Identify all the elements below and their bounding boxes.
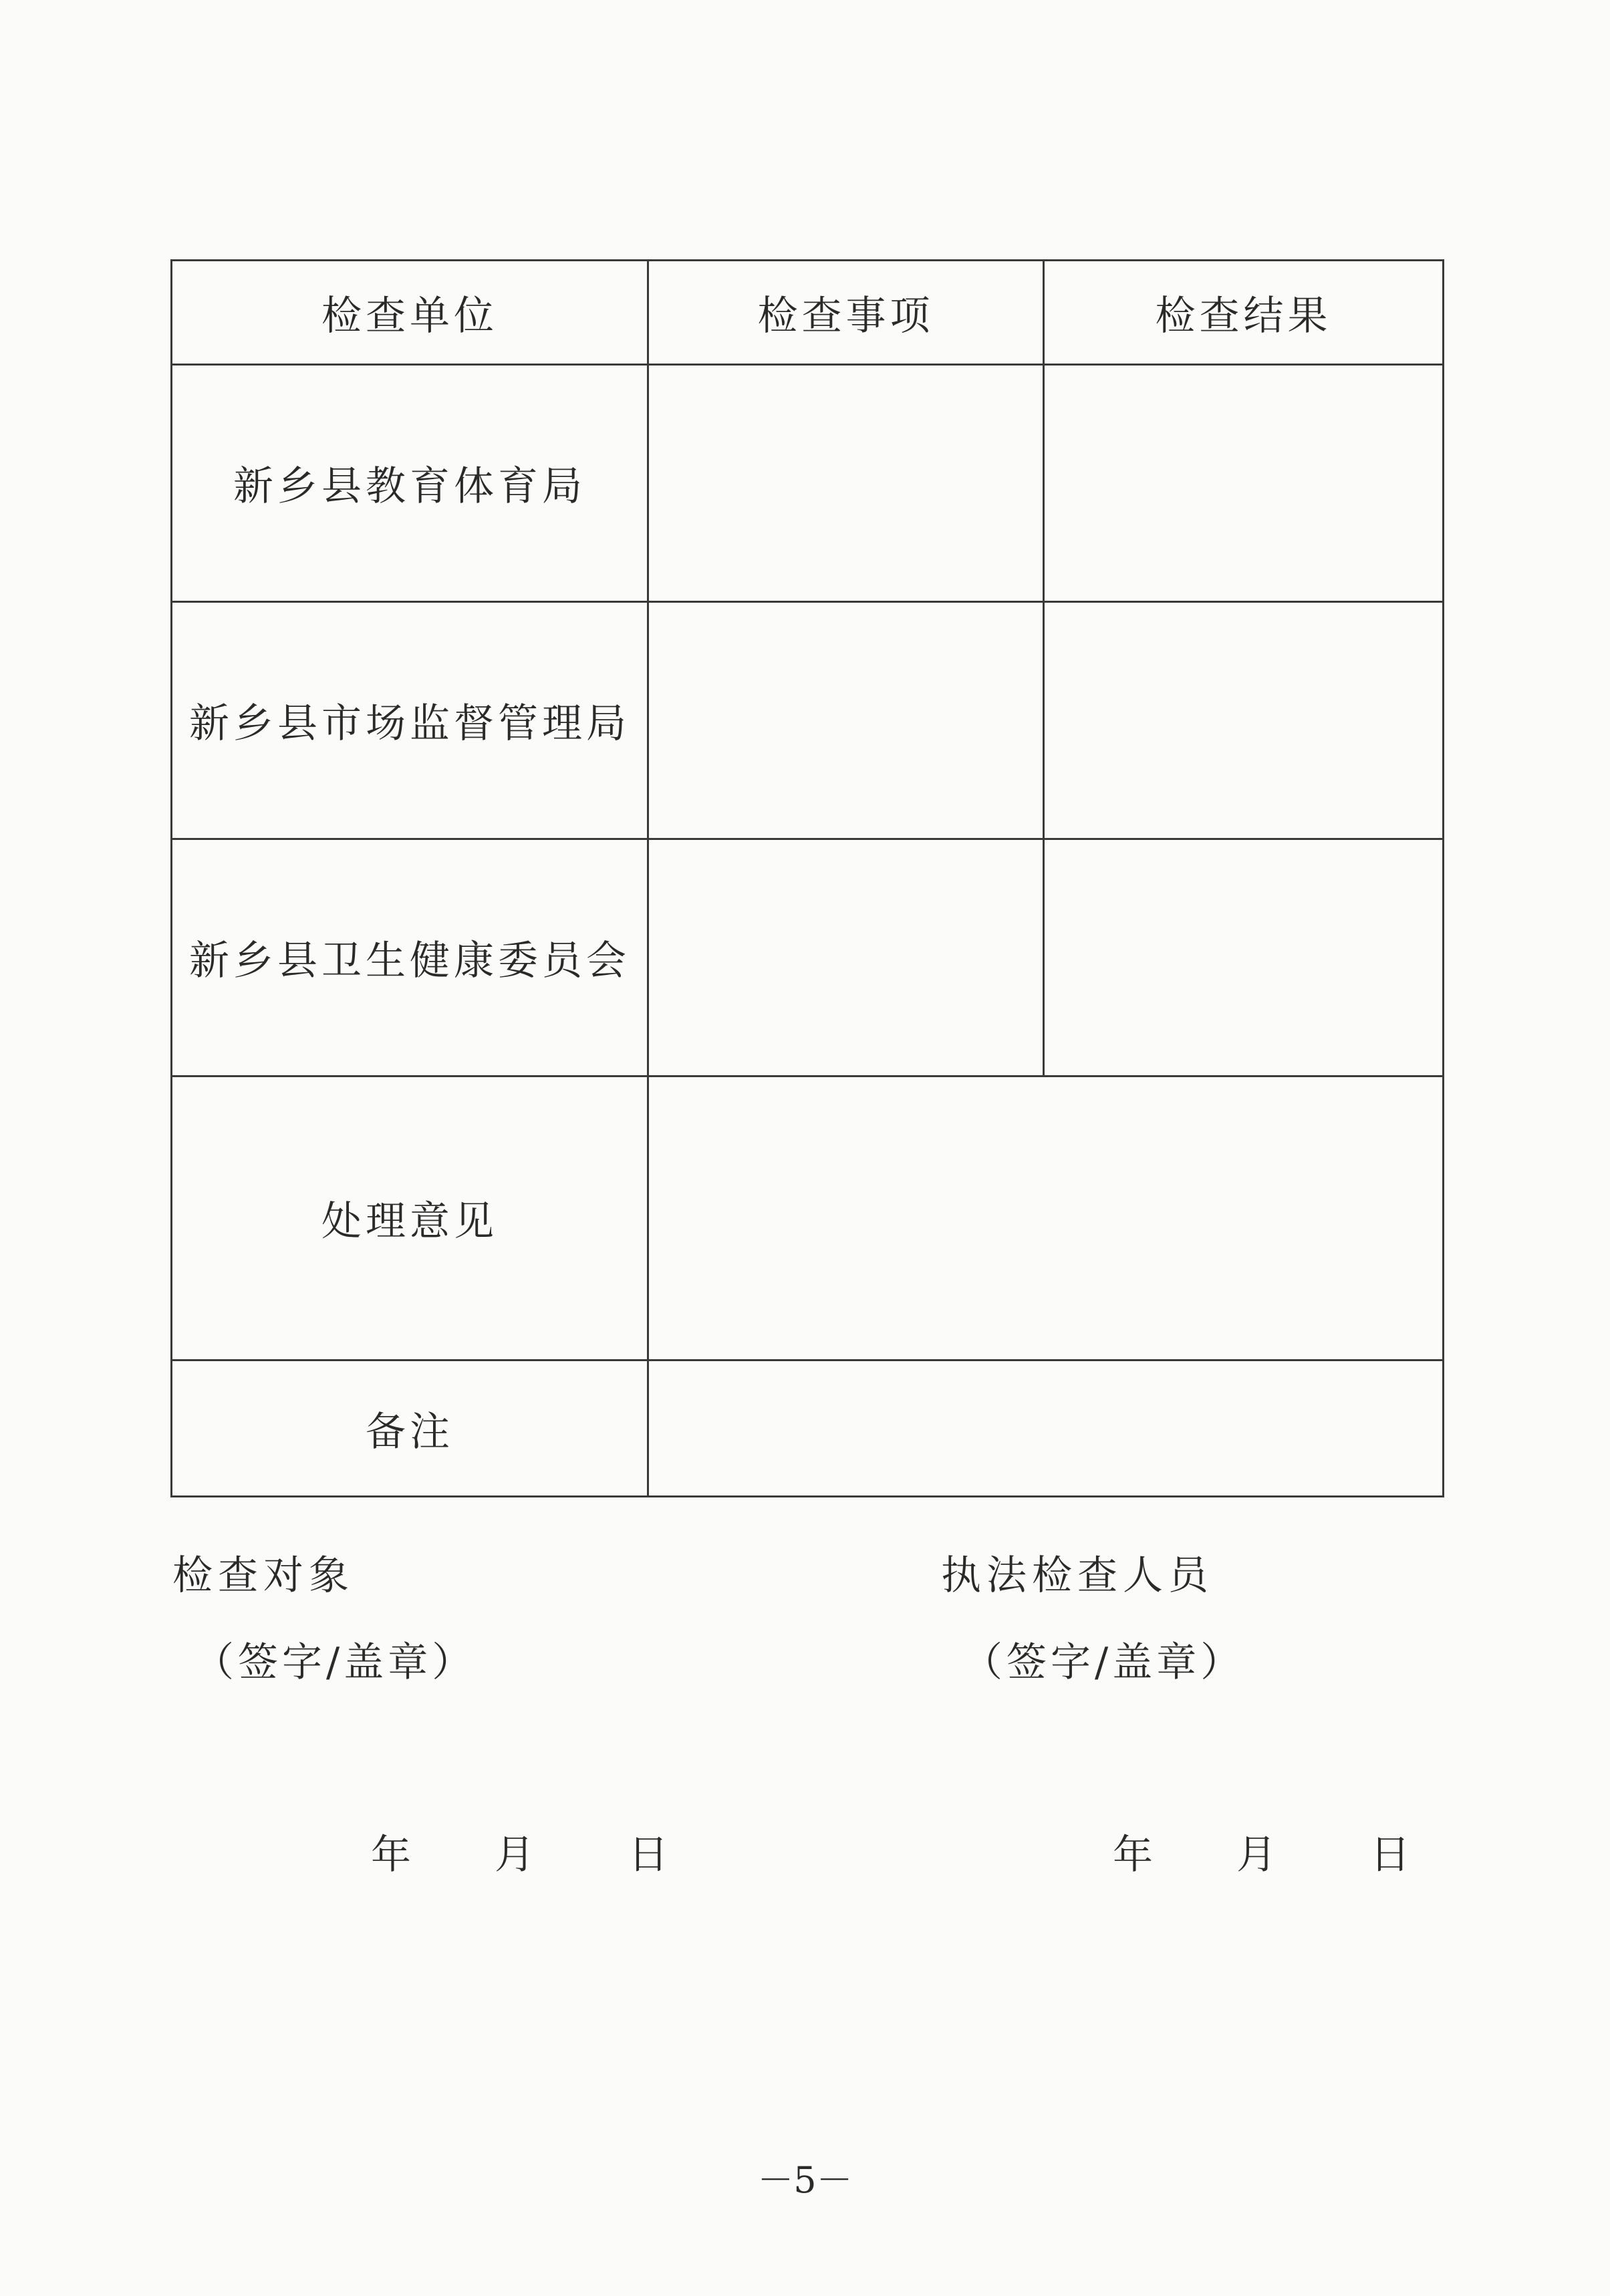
item-cell[interactable]: [648, 365, 1044, 602]
month-label: 月: [1236, 1832, 1277, 1878]
month-label: 月: [495, 1832, 535, 1878]
opinion-field[interactable]: [648, 1077, 1444, 1360]
header-inspection-unit: 检查单位: [172, 261, 648, 365]
inspector-sign-hint: （签字/盖章）: [962, 1639, 1245, 1686]
page-number: －5－: [757, 2159, 853, 2201]
opinion-label: 处理意见: [172, 1077, 648, 1360]
note-row: [172, 1360, 1444, 1497]
inspected-party-label: 检查对象: [172, 1552, 354, 1599]
table-row: [172, 602, 1444, 839]
unit-name-cell: 新乡县卫生健康委员会: [172, 839, 648, 1077]
note-label: 备注: [172, 1360, 648, 1497]
table-row: [172, 839, 1444, 1077]
header-inspection-item: 检查事项: [648, 261, 1044, 365]
result-cell[interactable]: [1044, 602, 1444, 839]
header-inspection-result: 检查结果: [1044, 261, 1444, 365]
inspected-party-sign-hint: （签字/盖章）: [194, 1639, 477, 1686]
item-cell[interactable]: [648, 602, 1044, 839]
table-row: [172, 365, 1444, 602]
opinion-row: [172, 1077, 1444, 1360]
result-cell[interactable]: [1044, 365, 1444, 602]
result-cell[interactable]: [1044, 839, 1444, 1077]
inspector-label: 执法检查人员: [941, 1552, 1214, 1599]
inspector-date: [1113, 1823, 1410, 1880]
day-label: 日: [1370, 1832, 1410, 1878]
year-label: 年: [371, 1832, 411, 1878]
inspection-table: [170, 259, 1444, 1497]
note-field[interactable]: [648, 1360, 1444, 1497]
table-header-row: [172, 261, 1444, 365]
year-label: 年: [1113, 1832, 1153, 1878]
unit-name-cell: 新乡县教育体育局: [172, 365, 648, 602]
day-label: 日: [628, 1832, 668, 1878]
unit-name-cell: 新乡县市场监督管理局: [172, 602, 648, 839]
item-cell[interactable]: [648, 839, 1044, 1077]
inspected-party-date: [371, 1823, 668, 1880]
